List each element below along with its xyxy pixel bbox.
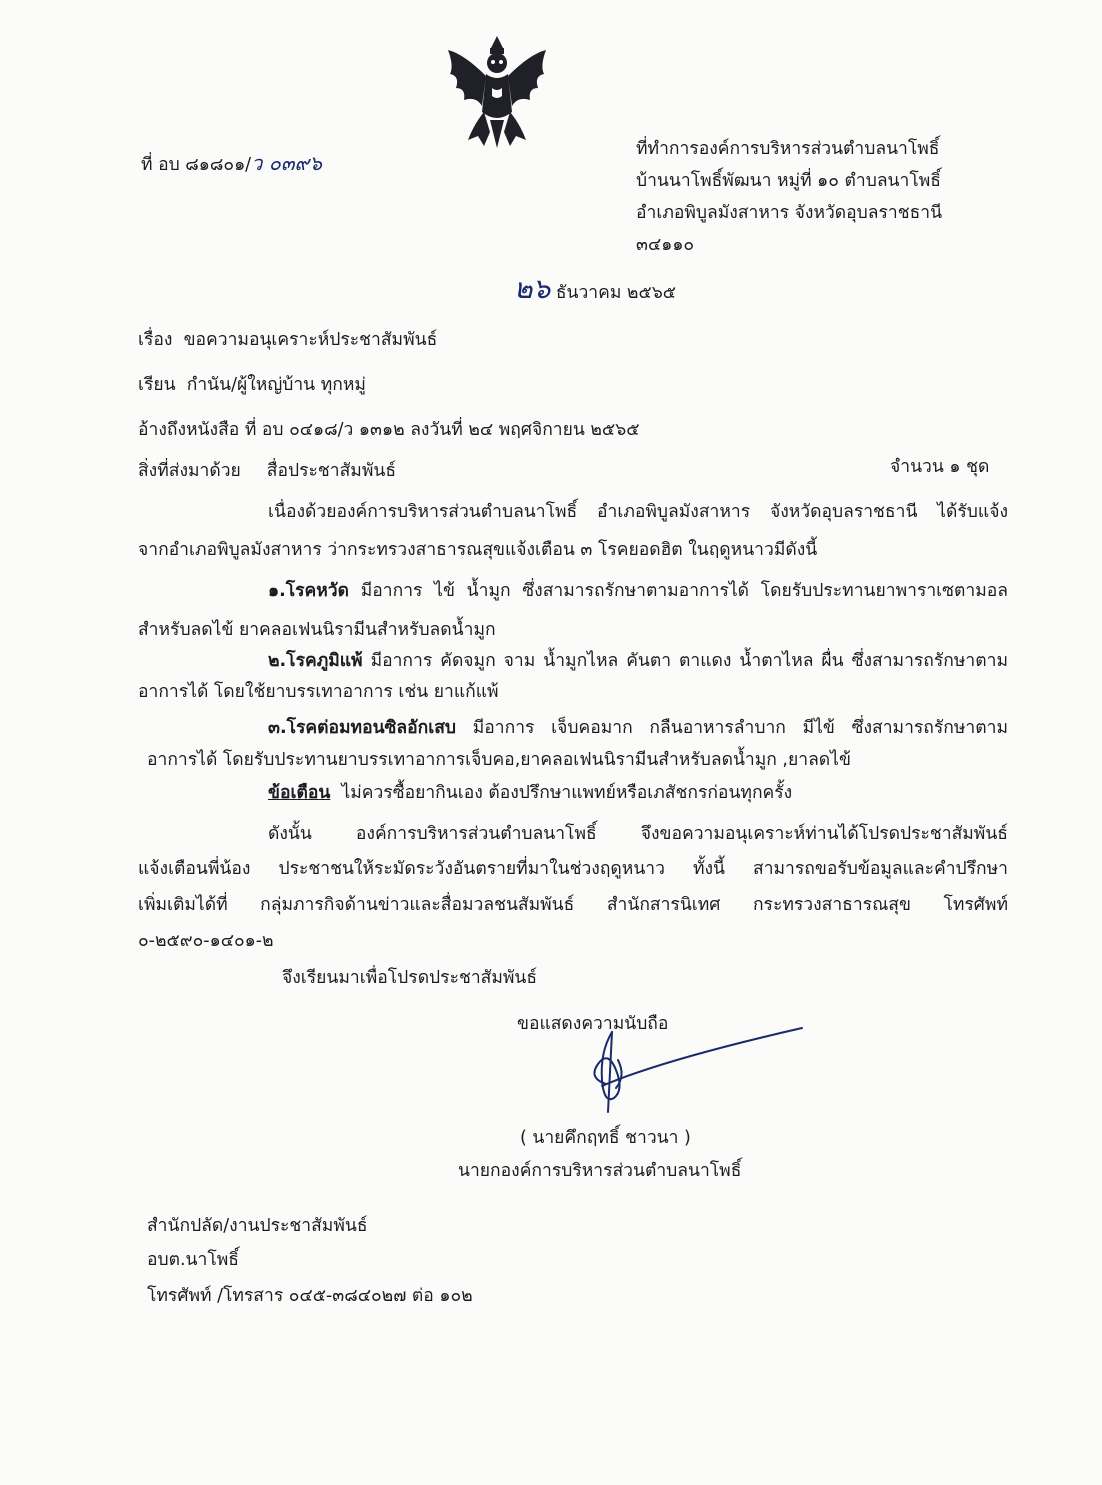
garuda-emblem-icon [444, 36, 550, 148]
warning-line: ข้อเตือน ไม่ควรซื้อยากินเอง ต้องปรึกษาแพทย์หรือเภสัชกรก่อนทุกครั้ง [268, 783, 793, 803]
salutation-line: เรียน กำนัน/ผู้ใหญ่บ้าน ทุกหมู่ [138, 375, 366, 395]
document-number: ที่ อบ ๘๑๘๐๑/ว ๐๓๙๖ [141, 151, 322, 175]
enclosure-quantity: จำนวน ๑ ชุด [890, 457, 990, 477]
address-line-2: บ้านนาโพธิ์พัฒนา หมู่ที่ ๑๐ ตำบลนาโพธิ์ [636, 171, 941, 191]
paragraph-2-line-4: ๐-๒๕๙๐-๑๔๐๑-๒ [138, 931, 274, 951]
item-2-title: ๒.โรคภูมิแพ้ [268, 651, 363, 671]
item-1-title: ๑.โรคหวัด [268, 581, 349, 601]
footer-phone: โทรศัพท์ /โทรสาร ๐๔๕-๓๘๔๐๒๗ ต่อ ๑๐๒ [147, 1286, 473, 1306]
closing-request: จึงเรียนมาเพื่อโปรดประชาสัมพันธ์ [282, 968, 538, 988]
item-2-line-1: ๒.โรคภูมิแพ้ มีอาการ คัดจมูก จาม น้ำมูกไหล คันตา ตาแดง น้ำตาไหล ผื่น ซึ่งสามารถรักษาตาม [268, 651, 1008, 671]
item-3-line-2: อาการได้ โดยรับประทานยาบรรเทาอาการเจ็บคอ,ยาคลอเฟนนิรามีนสำหรับลดน้ำมูก ,ยาลดไข้ [147, 750, 851, 770]
footer-organization: อบต.นาโพธิ์ [147, 1250, 239, 1270]
letter-date [514, 272, 677, 305]
paragraph-1-line-2: จากอำเภอพิบูลมังสาหาร ว่ากระทรวงสาธารณสุขแจ้งเตือน ๓ โรคยอดฮิต ในฤดูหนาวมีดังนี้ [138, 540, 818, 560]
reference-line: อ้างถึงหนังสือ ที่ อบ ๐๔๑๘/ว ๑๓๑๒ ลงวันที่ ๒๔ พฤศจิกายน ๒๕๖๕ [138, 420, 640, 440]
address-line-1: ที่ทำการองค์การบริหารส่วนตำบลนาโพธิ์ [636, 139, 940, 159]
paragraph-2-line-1: ดังนั้น องค์การบริหารส่วนตำบลนาโพธิ์ จึงขอความอนุเคราะห์ท่านได้โปรดประชาสัมพันธ์ [268, 824, 1008, 844]
date-day-handwritten: ๒๖ [514, 272, 551, 305]
warning-label: ข้อเตือน [268, 783, 331, 803]
handwritten-signature [572, 1020, 812, 1120]
item-1-line-1: ๑.โรคหวัด มีอาการ ไข้ น้ำมูก ซึ่งสามารถรักษาตามอาการได้ โดยรับประทานยาพาราเซตามอล [268, 581, 1008, 601]
footer-office: สำนักปลัด/งานประชาสัมพันธ์ [147, 1216, 368, 1236]
paragraph-2-line-2: แจ้งเตือนพี่น้อง ประชาชนให้ระมัดระวังอันตรายที่มาในช่วงฤดูหนาว ทั้งนี้ สามารถขอรับข้อมูลและคำปรึกษา [138, 859, 1008, 879]
item-3-line-1: ๓.โรคต่อมทอนซิลอักเสบ มีอาการ เจ็บคอมาก กลืนอาหารลำบาก มีไข้ ซึ่งสามารถรักษาตาม [268, 718, 1008, 738]
signatory-name: ( นายคึกฤทธิ์ ชาวนา ) [520, 1128, 691, 1148]
enclosure-line: สิ่งที่ส่งมาด้วย สื่อประชาสัมพันธ์ [138, 461, 396, 481]
address-line-3: อำเภอพิบูลมังสาหาร จังหวัดอุบลราชธานี [636, 203, 943, 223]
date-month-year: ธันวาคม ๒๕๖๕ [555, 283, 677, 303]
item-1-line-2: สำหรับลดไข้ ยาคลอเฟนนิรามีนสำหรับลดน้ำมูก [138, 620, 496, 640]
item-2-line-2: อาการได้ โดยใช้ยาบรรเทาอาการ เช่น ยาแก้แพ้ [138, 682, 499, 702]
paragraph-1-line-1: เนื่องด้วยองค์การบริหารส่วนตำบลนาโพธิ์ อำเภอพิบูลมังสาหาร จังหวัดอุบลราชธานี ได้รับแจ้ง [268, 502, 1008, 522]
signatory-position: นายกองค์การบริหารส่วนตำบลนาโพธิ์ [458, 1161, 742, 1181]
paragraph-2-line-3: เพิ่มเติมได้ที่ กลุ่มภารกิจด้านข่าวและสื่อมวลชนสัมพันธ์ สำนักสารนิเทศ กระทรวงสาธารณสุข โทรศัพท์ [138, 895, 1008, 915]
item-3-title: ๓.โรคต่อมทอนซิลอักเสบ [268, 718, 457, 738]
subject-line: เรื่อง ขอความอนุเคราะห์ประชาสัมพันธ์ [138, 330, 438, 350]
closing-phrase: ขอแสดงความนับถือ [517, 1014, 669, 1034]
address-postcode: ๓๔๑๑๐ [636, 235, 695, 255]
